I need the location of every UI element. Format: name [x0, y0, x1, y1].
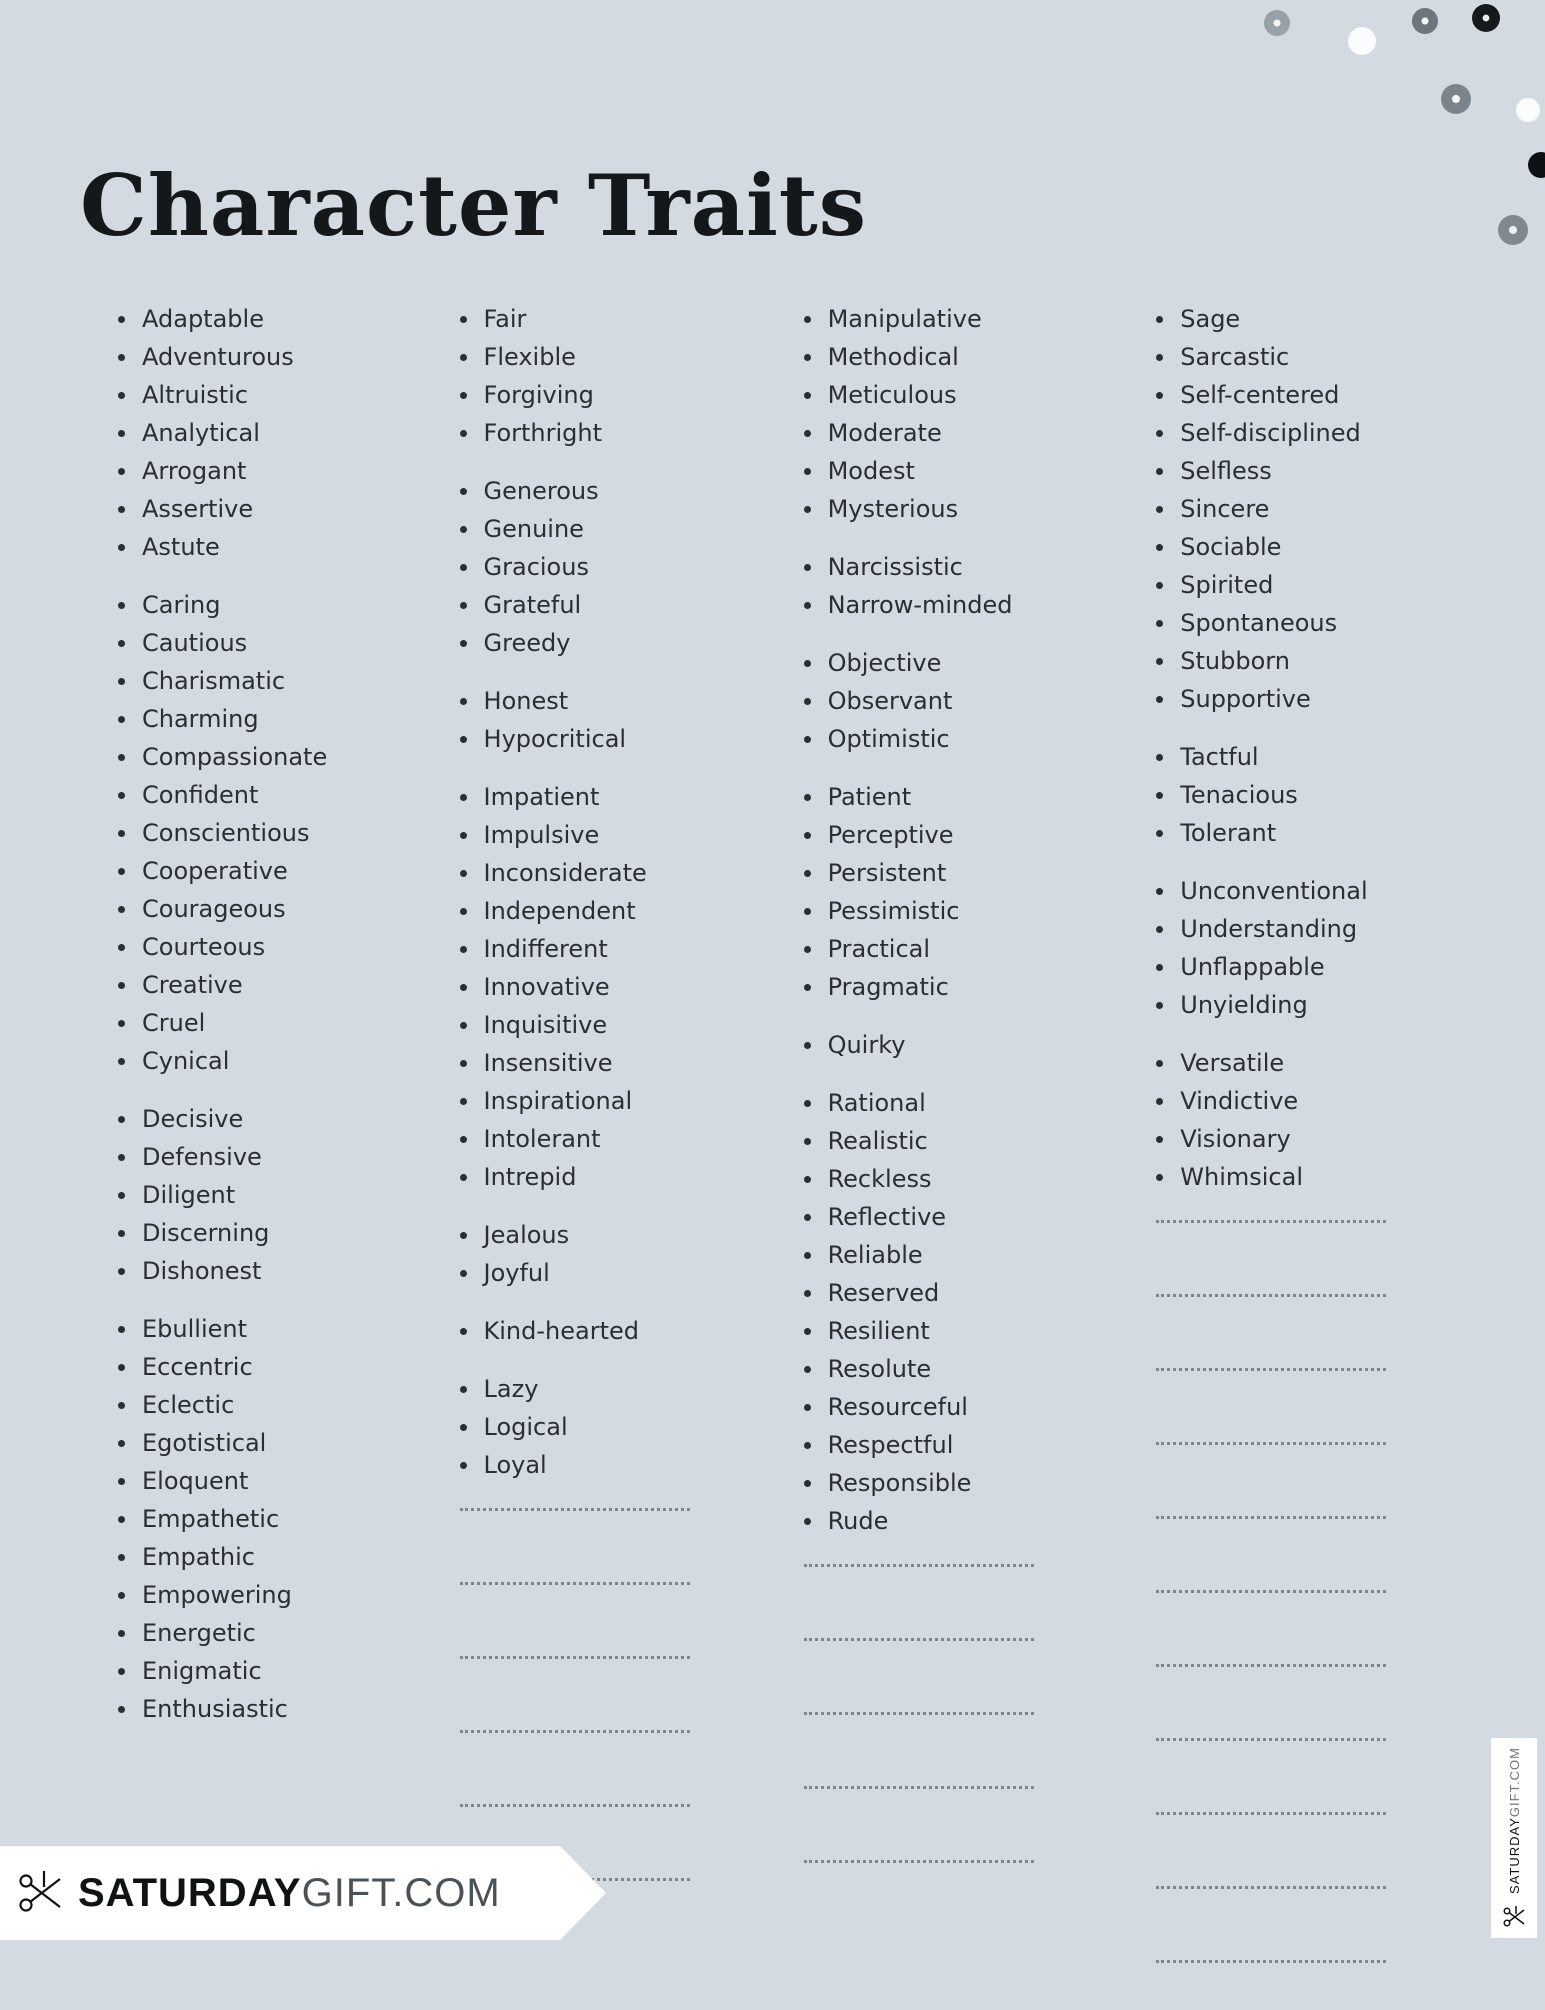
confetti-dot-icon: [1472, 4, 1500, 32]
blank-write-in-line[interactable]: [794, 1564, 1105, 1614]
blank-write-in-line[interactable]: [794, 1712, 1105, 1762]
trait-list-item: Ebullient: [108, 1310, 440, 1348]
traits-list-1: [108, 300, 440, 1728]
trait-list-item: Flexible: [450, 338, 772, 376]
trait-list-item: Self-disciplined: [1146, 414, 1438, 452]
dotted-rule: [460, 1508, 690, 1511]
trait-list-item: Fair: [450, 300, 772, 338]
trait-list-item: Cynical: [108, 1042, 440, 1080]
list-spacer: [794, 528, 1105, 548]
trait-list-item: Arrogant: [108, 452, 440, 490]
trait-list-item: Adaptable: [108, 300, 440, 338]
trait-list-item: Methodical: [794, 338, 1105, 376]
blank-write-in-line[interactable]: [1146, 1220, 1438, 1270]
trait-list-item: Moderate: [794, 414, 1105, 452]
brand-footer-banner: [0, 1846, 560, 1940]
traits-list-2: [450, 300, 772, 1928]
list-spacer: [450, 662, 772, 682]
trait-list-item: Analytical: [108, 414, 440, 452]
trait-list-item: Inquisitive: [450, 1006, 772, 1044]
scissors-logo-icon: [14, 1867, 66, 1919]
dotted-rule: [460, 1804, 690, 1807]
trait-list-item: Empathetic: [108, 1500, 440, 1538]
trait-list-item: Independent: [450, 892, 772, 930]
trait-list-item: Logical: [450, 1408, 772, 1446]
trait-list-item: Optimistic: [794, 720, 1105, 758]
trait-list-item: Astute: [108, 528, 440, 566]
traits-list-3: [794, 300, 1105, 1910]
trait-list-item: Rational: [794, 1084, 1105, 1122]
trait-list-item: Confident: [108, 776, 440, 814]
trait-list-item: Courageous: [108, 890, 440, 928]
trait-list-item: Indifferent: [450, 930, 772, 968]
trait-list-item: Caring: [108, 586, 440, 624]
blank-write-in-line[interactable]: [450, 1508, 772, 1558]
list-spacer: [794, 758, 1105, 778]
trait-list-item: Hypocritical: [450, 720, 772, 758]
list-spacer: [450, 1350, 772, 1370]
list-spacer: [108, 1290, 440, 1310]
dotted-rule: [1156, 1516, 1386, 1519]
list-spacer: [450, 452, 772, 472]
trait-list-item: Loyal: [450, 1446, 772, 1484]
trait-list-item: Insensitive: [450, 1044, 772, 1082]
brand-side-banner: [1491, 1738, 1537, 1938]
list-spacer: [794, 1006, 1105, 1026]
brand-side-secondary: GIFT.COM: [1506, 1747, 1522, 1818]
trait-list-item: Spontaneous: [1146, 604, 1438, 642]
list-spacer: [108, 566, 440, 586]
trait-list-item: Impatient: [450, 778, 772, 816]
blank-write-in-line[interactable]: [1146, 1442, 1438, 1492]
blank-write-in-line[interactable]: [1146, 1812, 1438, 1862]
trait-list-item: Resolute: [794, 1350, 1105, 1388]
list-spacer: [1146, 852, 1438, 872]
trait-list-item: Decisive: [108, 1100, 440, 1138]
trait-list-item: Compassionate: [108, 738, 440, 776]
brand-name-secondary: GIFT.COM: [301, 1870, 501, 1915]
dotted-rule: [804, 1712, 1034, 1715]
dotted-rule: [804, 1786, 1034, 1789]
trait-list-item: Respectful: [794, 1426, 1105, 1464]
trait-list-item: Eloquent: [108, 1462, 440, 1500]
page-title: Character Traits: [80, 156, 868, 256]
trait-list-item: Patient: [794, 778, 1105, 816]
trait-list-item: Unflappable: [1146, 948, 1438, 986]
dotted-rule: [1156, 1812, 1386, 1815]
trait-list-item: Innovative: [450, 968, 772, 1006]
trait-list-item: Tenacious: [1146, 776, 1438, 814]
trait-list-item: Creative: [108, 966, 440, 1004]
trait-list-item: Stubborn: [1146, 642, 1438, 680]
trait-list-item: Reflective: [794, 1198, 1105, 1236]
trait-list-item: Charming: [108, 700, 440, 738]
list-spacer: [1146, 718, 1438, 738]
trait-list-item: Tolerant: [1146, 814, 1438, 852]
blank-write-in-line[interactable]: [794, 1638, 1105, 1688]
dotted-rule: [460, 1730, 690, 1733]
blank-write-in-line[interactable]: [1146, 1960, 1438, 2010]
blank-write-in-line[interactable]: [1146, 1738, 1438, 1788]
trait-list-item: Inconsiderate: [450, 854, 772, 892]
confetti-dot-icon: [1348, 27, 1376, 55]
trait-list-item: Vindictive: [1146, 1082, 1438, 1120]
trait-list-item: Charismatic: [108, 662, 440, 700]
trait-list-item: Objective: [794, 644, 1105, 682]
trait-list-item: Gracious: [450, 548, 772, 586]
dotted-rule: [1156, 1368, 1386, 1371]
trait-list-item: Pessimistic: [794, 892, 1105, 930]
trait-list-item: Jealous: [450, 1216, 772, 1254]
dotted-rule: [1156, 1442, 1386, 1445]
trait-list-item: Spirited: [1146, 566, 1438, 604]
trait-list-item: Selfless: [1146, 452, 1438, 490]
trait-list-item: Versatile: [1146, 1044, 1438, 1082]
blank-write-in-line[interactable]: [1146, 1516, 1438, 1566]
trait-list-item: Responsible: [794, 1464, 1105, 1502]
confetti-dot-icon: [1516, 98, 1540, 122]
trait-list-item: Forgiving: [450, 376, 772, 414]
traits-list-4: [1146, 300, 1438, 2010]
trait-list-item: Enthusiastic: [108, 1690, 440, 1728]
trait-list-item: Tactful: [1146, 738, 1438, 776]
trait-list-item: Defensive: [108, 1138, 440, 1176]
trait-list-item: Honest: [450, 682, 772, 720]
trait-list-item: Courteous: [108, 928, 440, 966]
dotted-rule: [804, 1860, 1034, 1863]
confetti-dot-icon: [1498, 215, 1528, 245]
blank-write-in-line[interactable]: [1146, 1294, 1438, 1344]
traits-column-2: [440, 300, 772, 2010]
trait-list-item: Narrow-minded: [794, 586, 1105, 624]
trait-list-item: Sarcastic: [1146, 338, 1438, 376]
trait-list-item: Energetic: [108, 1614, 440, 1652]
trait-list-item: Diligent: [108, 1176, 440, 1214]
dotted-rule: [460, 1582, 690, 1585]
trait-list-item: Manipulative: [794, 300, 1105, 338]
trait-list-item: Assertive: [108, 490, 440, 528]
confetti-dot-icon: [1264, 10, 1290, 36]
trait-list-item: Cautious: [108, 624, 440, 662]
trait-list-item: Resourceful: [794, 1388, 1105, 1426]
trait-list-item: Egotistical: [108, 1424, 440, 1462]
trait-list-item: Cruel: [108, 1004, 440, 1042]
blank-write-in-line[interactable]: [794, 1860, 1105, 1910]
trait-list-item: Grateful: [450, 586, 772, 624]
trait-list-item: Enigmatic: [108, 1652, 440, 1690]
trait-list-item: Sincere: [1146, 490, 1438, 528]
trait-list-item: Altruistic: [108, 376, 440, 414]
trait-list-item: Practical: [794, 930, 1105, 968]
dotted-rule: [1156, 1960, 1386, 1963]
dotted-rule: [1156, 1590, 1386, 1593]
list-spacer: [450, 1292, 772, 1312]
trait-list-item: Impulsive: [450, 816, 772, 854]
trait-list-item: Inspirational: [450, 1082, 772, 1120]
brand-side-wordmark: [1507, 1747, 1522, 1894]
trait-list-item: Quirky: [794, 1026, 1105, 1064]
trait-list-item: Reckless: [794, 1160, 1105, 1198]
trait-list-item: Kind-hearted: [450, 1312, 772, 1350]
blank-write-in-line[interactable]: [450, 1730, 772, 1780]
trait-list-item: Sociable: [1146, 528, 1438, 566]
blank-write-in-line[interactable]: [1146, 1664, 1438, 1714]
list-spacer: [450, 758, 772, 778]
trait-list-item: Conscientious: [108, 814, 440, 852]
trait-list-item: Discerning: [108, 1214, 440, 1252]
dotted-rule: [1156, 1294, 1386, 1297]
list-spacer: [108, 1080, 440, 1100]
blank-write-in-line[interactable]: [450, 1582, 772, 1632]
dotted-rule: [1156, 1738, 1386, 1741]
trait-list-item: Eclectic: [108, 1386, 440, 1424]
trait-list-item: Cooperative: [108, 852, 440, 890]
trait-list-item: Understanding: [1146, 910, 1438, 948]
trait-list-item: Empowering: [108, 1576, 440, 1614]
list-spacer: [794, 624, 1105, 644]
trait-list-item: Eccentric: [108, 1348, 440, 1386]
trait-list-item: Empathic: [108, 1538, 440, 1576]
brand-name-primary: SATURDAY: [78, 1870, 302, 1915]
trait-list-item: Reliable: [794, 1236, 1105, 1274]
trait-list-item: Realistic: [794, 1122, 1105, 1160]
list-spacer: [450, 1196, 772, 1216]
trait-list-item: Rude: [794, 1502, 1105, 1540]
trait-list-item: Whimsical: [1146, 1158, 1438, 1196]
dotted-rule: [460, 1656, 690, 1659]
trait-list-item: Lazy: [450, 1370, 772, 1408]
trait-list-item: Narcissistic: [794, 548, 1105, 586]
trait-list-item: Visionary: [1146, 1120, 1438, 1158]
scissors-logo-icon: [1501, 1904, 1527, 1930]
confetti-dot-icon: [1441, 84, 1471, 114]
brand-side-primary: SATURDAY: [1506, 1817, 1522, 1894]
trait-list-item: Meticulous: [794, 376, 1105, 414]
trait-list-item: Reserved: [794, 1274, 1105, 1312]
blank-write-in-line[interactable]: [794, 1786, 1105, 1836]
trait-list-item: Dishonest: [108, 1252, 440, 1290]
traits-column-4: [1104, 300, 1438, 2010]
trait-list-item: Perceptive: [794, 816, 1105, 854]
trait-list-item: Intolerant: [450, 1120, 772, 1158]
confetti-dot-icon: [1528, 152, 1545, 178]
trait-list-item: Pragmatic: [794, 968, 1105, 1006]
dotted-rule: [804, 1638, 1034, 1641]
trait-list-item: Supportive: [1146, 680, 1438, 718]
traits-column-3: [772, 300, 1105, 2010]
trait-list-item: Resilient: [794, 1312, 1105, 1350]
dotted-rule: [804, 1564, 1034, 1567]
dotted-rule: [1156, 1664, 1386, 1667]
trait-list-item: Unyielding: [1146, 986, 1438, 1024]
blank-write-in-line[interactable]: [450, 1656, 772, 1706]
trait-list-item: Mysterious: [794, 490, 1105, 528]
traits-column-1: [108, 300, 440, 2010]
trait-list-item: Joyful: [450, 1254, 772, 1292]
trait-list-item: Forthright: [450, 414, 772, 452]
trait-list-item: Unconventional: [1146, 872, 1438, 910]
trait-list-item: Intrepid: [450, 1158, 772, 1196]
blank-write-in-line[interactable]: [1146, 1368, 1438, 1418]
trait-list-item: Adventurous: [108, 338, 440, 376]
dotted-rule: [1156, 1886, 1386, 1889]
list-spacer: [794, 1064, 1105, 1084]
trait-list-item: Persistent: [794, 854, 1105, 892]
blank-write-in-line[interactable]: [1146, 1886, 1438, 1936]
dotted-rule: [1156, 1220, 1386, 1223]
trait-list-item: Self-centered: [1146, 376, 1438, 414]
blank-write-in-line[interactable]: [1146, 1590, 1438, 1640]
trait-list-item: Modest: [794, 452, 1105, 490]
traits-columns: [108, 300, 1438, 2010]
trait-list-item: Generous: [450, 472, 772, 510]
trait-list-item: Observant: [794, 682, 1105, 720]
trait-list-item: Greedy: [450, 624, 772, 662]
trait-list-item: Sage: [1146, 300, 1438, 338]
trait-list-item: Genuine: [450, 510, 772, 548]
list-spacer: [1146, 1024, 1438, 1044]
brand-wordmark: [78, 1871, 501, 1916]
confetti-dot-icon: [1412, 8, 1438, 34]
